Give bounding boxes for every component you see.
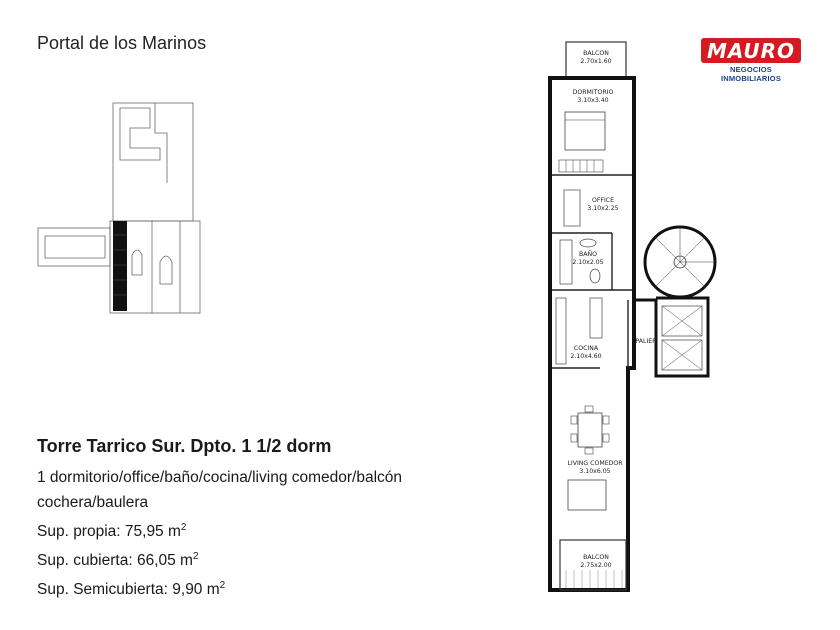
key-plan-wing-inner — [45, 236, 105, 258]
unit-exponent: 2 — [192, 551, 199, 563]
balcon-top-name: BALCON — [583, 50, 609, 57]
sup-propia — [37, 515, 507, 544]
dormitorio-dims: 3.10x3.40 — [577, 97, 609, 104]
cocina-name: COCINA — [573, 345, 599, 352]
balcon-bottom-dims: 2.75x2.00 — [580, 562, 612, 569]
unit-title: Torre Tarrico Sur. Dpto. 1 1/2 dorm — [37, 436, 332, 456]
stair-hatch — [559, 160, 603, 172]
extras-line: cochera/baulera — [37, 494, 149, 511]
kitchen-counter-icon — [556, 298, 566, 364]
bed-icon — [565, 112, 605, 150]
project-title: Portal de los Marinos — [37, 33, 207, 53]
bano-name: BAÑO — [579, 251, 597, 258]
sink-icon — [580, 239, 596, 247]
rooms-line: 1 dormitorio/office/baño/cocina/living comedor/balcón — [37, 469, 403, 486]
unit-details — [37, 436, 507, 602]
key-plan-stair-2 — [132, 250, 142, 275]
office-dims: 3.10x2.25 — [587, 205, 619, 212]
balcon-bottom-name: BALCON — [583, 554, 609, 561]
unit-exponent: 2 — [180, 522, 187, 533]
fridge-icon — [590, 298, 602, 338]
unit-plan — [550, 42, 715, 590]
sup-cubierta-label: Sup. cubierta: 66,05 m — [37, 552, 193, 570]
sup-semicubierta — [37, 573, 507, 602]
unit-outer-wall — [550, 78, 634, 590]
unit-exponent: 2 — [219, 580, 226, 592]
key-plan-upper-block — [113, 103, 193, 221]
logo-brand: MAURO — [701, 38, 801, 63]
living-dims: 3.10x6.05 — [579, 468, 611, 475]
bano-dims: 2.10x2.05 — [572, 259, 604, 266]
key-plan-wing — [38, 228, 110, 266]
sofa-icon — [568, 480, 606, 510]
sup-cubierta — [37, 544, 507, 573]
key-plan-highlighted-unit — [113, 221, 127, 311]
logo-tagline: NEGOCIOS INMOBILIARIOS — [720, 65, 782, 83]
office-name: OFFICE — [591, 197, 615, 204]
shower-icon — [560, 240, 572, 284]
sup-semicubierta-label: Sup. Semicubierta: 9,90 m — [37, 581, 220, 599]
toilet-icon — [590, 269, 600, 283]
balcon-top-dims: 2.70x1.60 — [580, 58, 612, 65]
desk-icon — [564, 190, 580, 226]
cocina-dims: 2.10x4.60 — [570, 353, 602, 360]
palier-name: PALIER — [635, 338, 657, 345]
living-name: LIVING COMEDOR — [567, 460, 623, 467]
balcon-bottom-hatch — [566, 570, 622, 588]
key-plan-core — [120, 108, 160, 160]
dining-table-icon — [578, 413, 602, 447]
key-plan-wall — [155, 103, 167, 183]
dormitorio-name: DORMITORIO — [572, 89, 614, 96]
sup-propia-label: Sup. propia: 75,95 m — [37, 523, 181, 541]
key-plan-stair-1 — [160, 256, 172, 284]
